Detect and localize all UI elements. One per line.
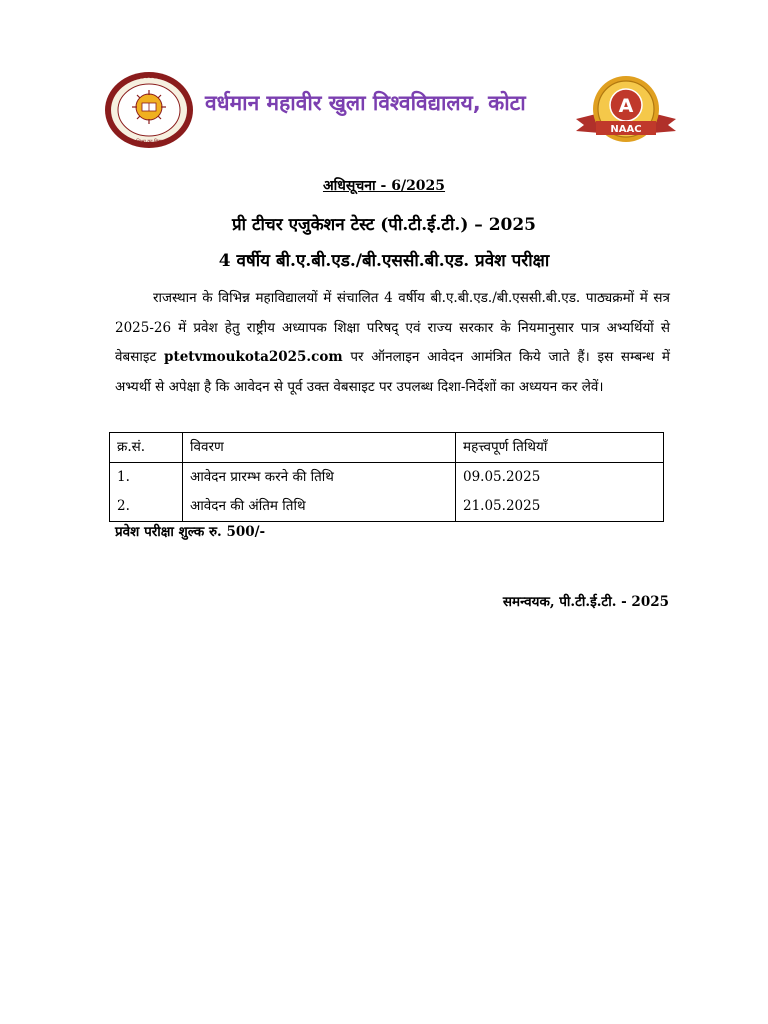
header-dates: महत्त्वपूर्ण तिथियाँ	[456, 433, 664, 463]
svg-text:NAAC: NAAC	[610, 124, 642, 135]
notification-subtitle: 4 वर्षीय बी.ए.बी.एड./बी.एससी.बी.एड. प्रवेश परीक्षा	[218, 251, 550, 271]
website-link[interactable]: ptetvmoukota2025.com	[164, 349, 343, 365]
notification-paragraph	[115, 284, 670, 402]
paragraph-text-before: राजस्थान के विभिन्न महाविद्यालयों में संचालित 4 वर्षीय बी.ए.बी.एड./बी.एससी.बी.एड. पाठ्यक्रमों में सत्र 2025-26 में प्रवेश हेतु राष्ट्रीय अध्यापक शिक्षा परिषद् एवं राज्य सरकार के नियमानुसार पात्र अभ्यर्थियों से वेबसाइट	[115, 290, 670, 365]
naac-grade-badge	[574, 73, 678, 149]
notification-number: अधिसूचना - 6/2025	[322, 178, 446, 194]
date-cell: 09.05.2025 21.05.2025	[456, 463, 664, 522]
important-dates-table	[109, 432, 664, 522]
svg-text:यह शिक्षा का विद्यालय: यह शिक्षा का विद्यालय	[129, 139, 169, 145]
university-name: वर्धमान महावीर खुला विश्वविद्यालय, कोटा	[205, 91, 526, 115]
serial-cell: 1. 2.	[110, 463, 183, 522]
description-cell: आवेदन प्रारम्भ करने की तिथि आवेदन की अंतिम तिथि	[183, 463, 456, 522]
paragraph-text-after: पर ऑनलाइन आवेदन आमंत्रित किये जाते हैं। इस सम्बन्ध में अभ्यर्थी से अपेक्षा है कि आवेदन से पूर्व उक्त वेबसाइट पर उपलब्ध दिशा-निर्देशों का अध्ययन कर लेवें।	[115, 349, 671, 395]
exam-fee: प्रवेश परीक्षा शुल्क रु. 500/-	[115, 524, 266, 540]
coordinator-signature: समन्वयक, पी.टी.ई.टी. - 2025	[502, 594, 669, 610]
svg-text:A: A	[618, 95, 634, 117]
table-header-row	[110, 433, 664, 463]
university-seal-logo	[104, 71, 194, 149]
notification-title: प्री टीचर एजुकेशन टेस्ट (पी.टी.ई.टी.) – 2025	[231, 215, 537, 235]
table-row	[110, 463, 664, 522]
header-serial: क्र.सं.	[110, 433, 183, 463]
header-description: विवरण	[183, 433, 456, 463]
